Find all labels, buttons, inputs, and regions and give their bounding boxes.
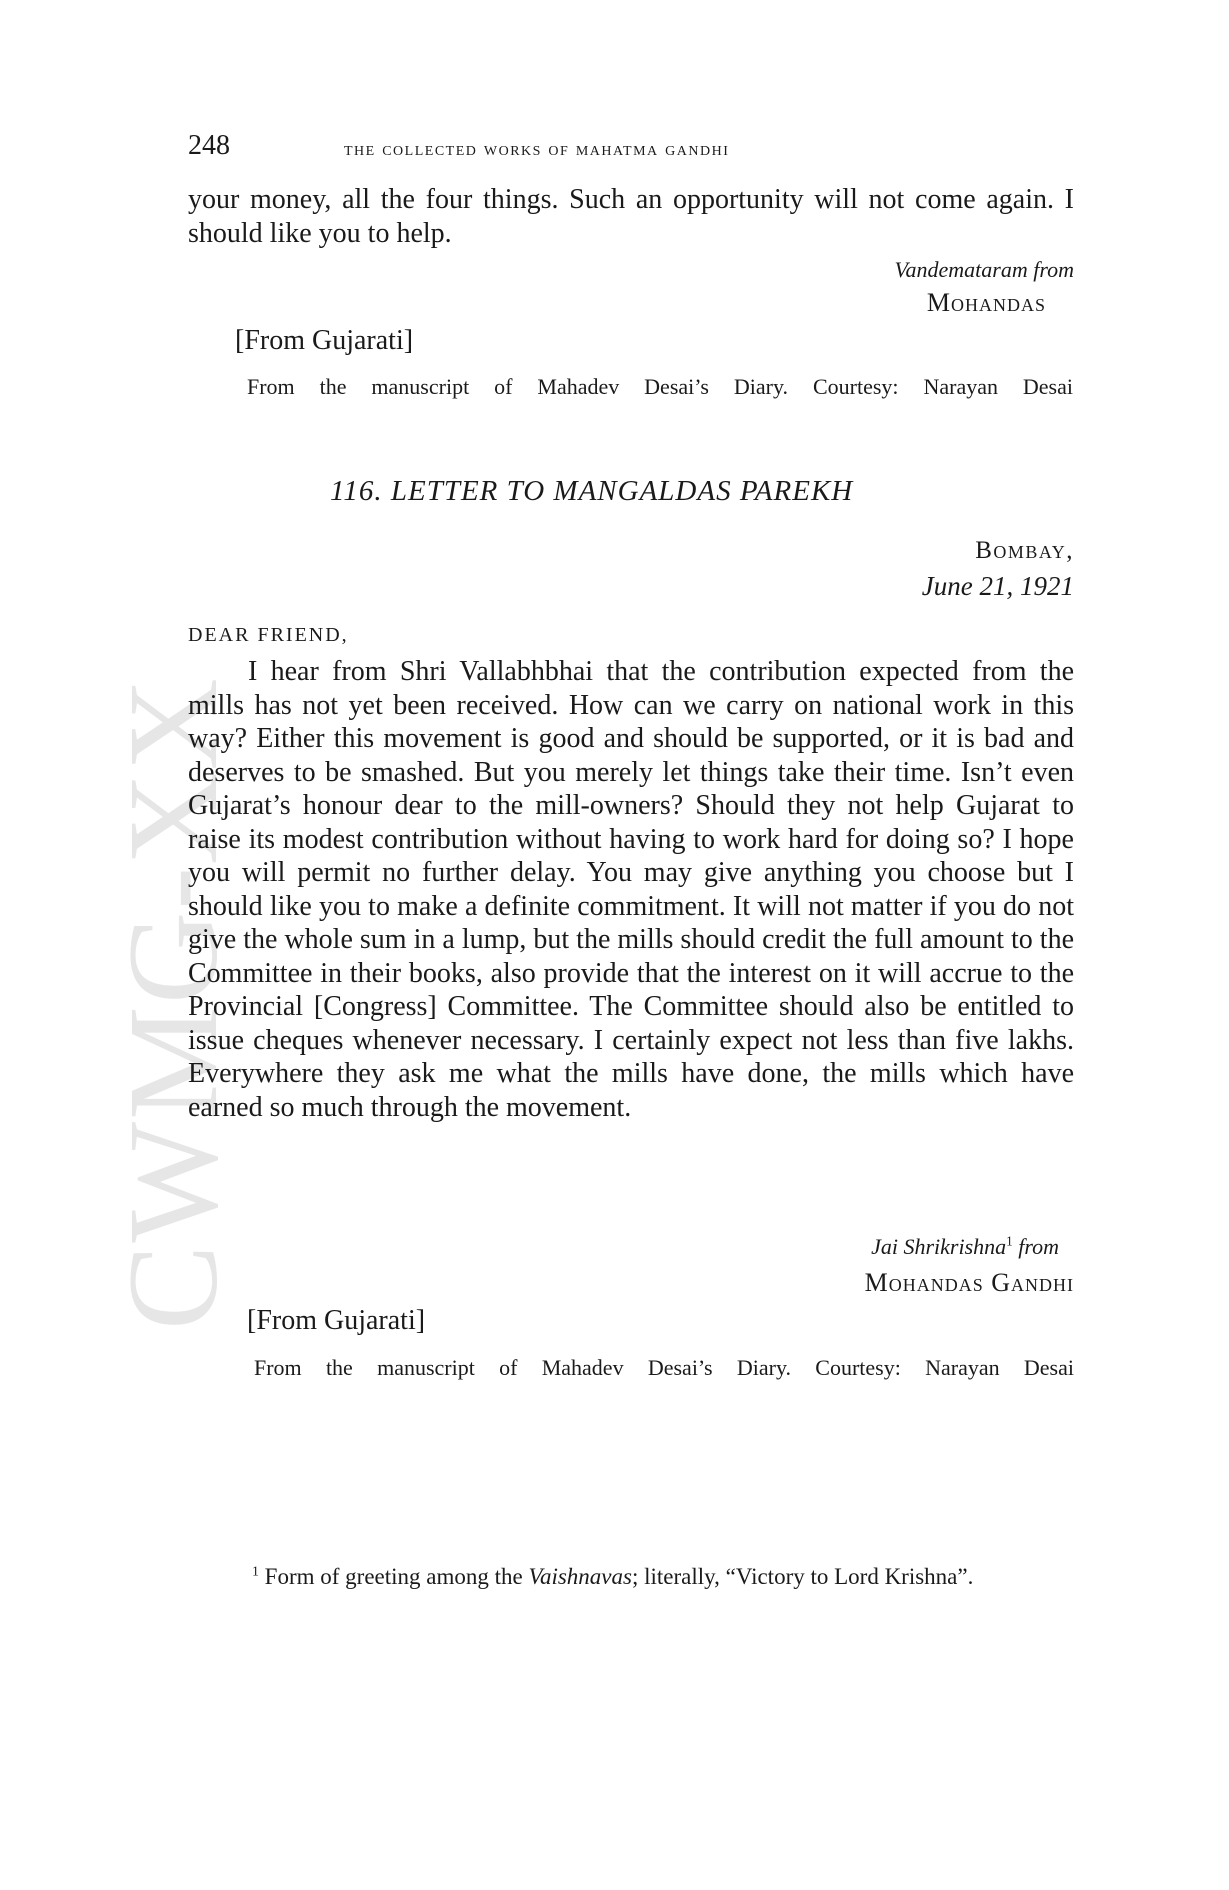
watermark: CWMG-XX	[102, 676, 244, 1330]
letter-body: I hear from Shri Vallabhbhai that the contribution expected from the mills has not yet been received. How can we carry on national work in this way? Either this movement is good and should be supported, or it is bad and deserves to be smashed. But you merely let things take their time. Isn’t even Gujarat’s honour dear to the mill-owners? Should they not help Gujarat to raise its modest contribution without having to work hard for doing so? I hope you will permit no further delay. You may give anything you choose but I should like you to make a definite commitment. It will not matter if you do not give the whole sum in a lump, but the mills should credit the full amount to the Committee in their books, also provide that the interest on it will accrue to the Provincial [Congress] Committee. The Committee should also be entitled to issue cheques whenever necessary. I certainly expect not less than five lakhs. Everywhere they ask me what the mills have done, the mills which have earned so much through the movement.	[188, 656, 1074, 1123]
letter-heading: 116. LETTER TO MANGALDAS PAREKH	[330, 475, 854, 507]
closing-greeting: Jai Shrikrishna	[871, 1234, 1007, 1259]
footnote-italic-term: Vaishnavas	[528, 1564, 632, 1589]
footnote-text-after: ; literally, “Victory to Lord Krishna”.	[631, 1564, 974, 1589]
closing-greeting-line	[871, 1234, 1059, 1260]
letter-source-tag: [From Gujarati]	[247, 1305, 426, 1336]
previous-letter-continuation: your money, all the four things. Such an opportunity will not come again. I should like you to help.	[188, 184, 1074, 249]
page-number: 248	[188, 130, 230, 161]
footnote-marker: 1	[252, 1563, 259, 1579]
previous-source-tag: [From Gujarati]	[235, 325, 414, 356]
previous-closing: Vandemataram from	[894, 257, 1074, 282]
closing-from: from	[1012, 1234, 1059, 1259]
previous-signature: Mohandas	[926, 288, 1046, 317]
letter-place: Bombay,	[975, 537, 1074, 564]
letter-signature: Mohandas Gandhi	[864, 1268, 1074, 1297]
running-title: the collected works of mahatma gandhi	[344, 138, 730, 160]
salutation: DEAR FRIEND,	[188, 624, 349, 646]
previous-source-line: From the manuscript of Mahadev Desai’s Diary. Courtesy: Narayan Desai	[247, 374, 1073, 399]
footnote-text-before: Form of greeting among the	[258, 1564, 529, 1589]
letter-source-line: From the manuscript of Mahadev Desai’s Diary. Courtesy: Narayan Desai	[254, 1355, 1074, 1380]
footnote-reference: 1	[1006, 1233, 1013, 1249]
letter-date: June 21, 1921	[921, 571, 1074, 601]
footnote	[190, 1560, 1078, 1594]
